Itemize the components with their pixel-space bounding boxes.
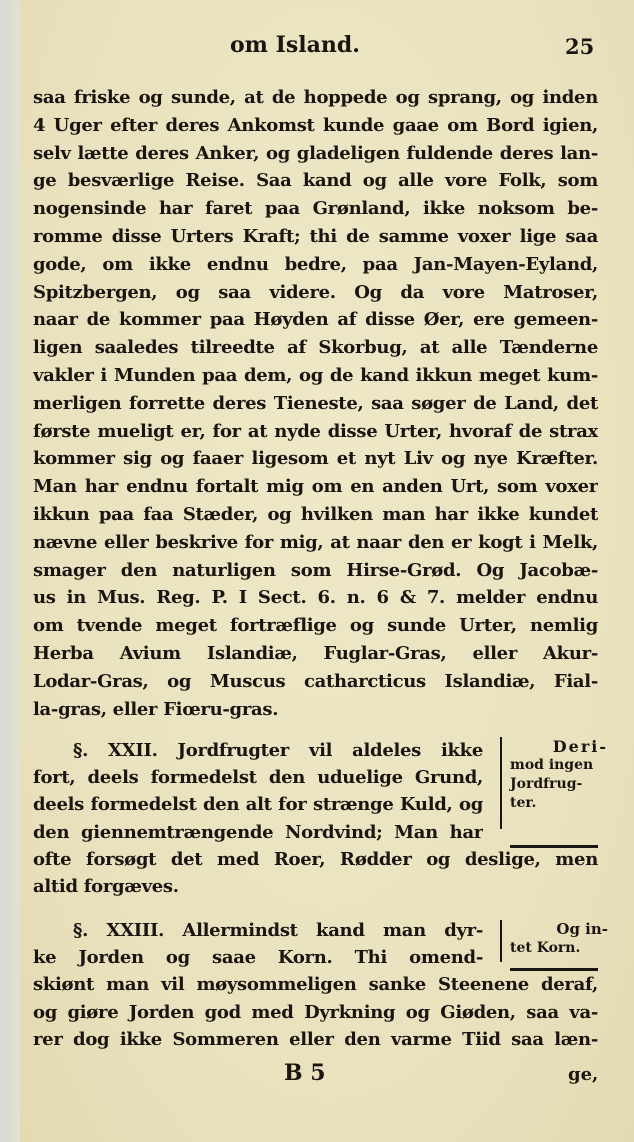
note-line: mod ingen bbox=[510, 757, 594, 773]
text-line: ligen saaledes tilreedte af Skorbug, at alle Tænderne bbox=[33, 337, 598, 359]
note-line: Og in- bbox=[556, 920, 608, 938]
note-line: tet Korn. bbox=[510, 940, 581, 956]
running-header bbox=[0, 32, 634, 62]
text-line: ke Jorden og saae Korn. Thi omend- bbox=[33, 947, 483, 969]
text-line: ikkun paa faa Stæder, og hvilken man har ikke kundet bbox=[33, 503, 598, 525]
text-line: Lodar-Gras, og Muscus catharcticus Islandiæ, Fial- bbox=[33, 670, 598, 692]
scan-edge bbox=[0, 0, 20, 1142]
text-line: om tvende meget fortræflige og sunde Urter, nemlig bbox=[33, 615, 598, 637]
text-line: den giennemtrængende Nordvind; Man har bbox=[33, 821, 483, 843]
text-line: us in Mus. Reg. P. I Sect. 6. n. 6 & 7. melder endnu bbox=[33, 587, 598, 609]
text-line: vakler i Munden paa dem, og de kand ikkun meget kum- bbox=[33, 364, 598, 386]
text-line: 4 Uger efter deres Ankomst kunde gaae om Bord igien, bbox=[33, 114, 598, 136]
margin-note-1 bbox=[500, 737, 608, 829]
text-line: la-gras, eller Fiœru-gras. bbox=[33, 698, 279, 720]
text-line: Spitzbergen, og saa videre. Og da vore Matroser, bbox=[33, 281, 598, 303]
text-line: ge besværlige Reise. Saa kand og alle vore Folk, som bbox=[33, 170, 598, 192]
text-line: deels formedelst den alt for strænge Kuld, og bbox=[33, 794, 483, 816]
text-line: skiønt man vil møysommeligen sanke Steenene deraf, bbox=[33, 974, 598, 996]
text-line: nævne eller beskrive for mig, at naar den er kogt i Melk, bbox=[33, 531, 598, 553]
note-line: ter. bbox=[510, 795, 537, 811]
text-line: romme disse Urters Kraft; thi de samme voxer lige saa bbox=[33, 225, 598, 247]
note-rule bbox=[510, 845, 598, 848]
text-line: ofte forsøgt det med Roer, Rødder og deslige, men bbox=[33, 848, 598, 870]
text-line: merligen forrette deres Tieneste, saa søger de Land, det bbox=[33, 392, 598, 414]
text-line: gode, om ikke endnu bedre, paa Jan-Mayen-Eyland, bbox=[33, 253, 598, 275]
text-line: naar de kommer paa Høyden af disse Øer, ere gemeen- bbox=[33, 309, 598, 331]
text-line: nogensinde har faret paa Grønland, ikke noksom be- bbox=[33, 198, 598, 220]
text-line: kommer sig og faaer ligesom et nyt Liv og nye Kræfter. bbox=[33, 448, 598, 470]
margin-note-2 bbox=[500, 920, 608, 962]
section-heading-line: §. XXIII. Allermindst kand man dyr- bbox=[73, 920, 483, 941]
text-line: Man har endnu fortalt mig om en anden Urt, som voxer bbox=[33, 476, 598, 498]
signature-mark: B 5 bbox=[284, 1060, 326, 1086]
text-line: smager den naturligen som Hirse-Grød. Og Jacobæ- bbox=[33, 559, 598, 581]
page-number: 25 bbox=[565, 34, 595, 59]
text-line: selv lætte deres Anker, og gladeligen fuldende deres lan- bbox=[33, 142, 598, 164]
running-title: om Island. bbox=[230, 32, 360, 58]
page-footer bbox=[0, 1060, 634, 1090]
text-line: første mueligt er, for at nyde disse Urter, hvoraf de strax bbox=[33, 420, 598, 442]
section-heading-line: §. XXII. Jordfrugter vil aldeles ikke bbox=[73, 740, 483, 761]
text-line: saa friske og sunde, at de hoppede og sprang, og inden bbox=[33, 87, 598, 108]
note-rule bbox=[510, 968, 598, 971]
text-line: rer dog ikke Sommeren eller den varme Tiid saa læn- bbox=[33, 1028, 598, 1050]
text-line: og giøre Jorden god med Dyrkning og Giøden, saa va- bbox=[33, 1001, 598, 1023]
text-line: altid forgæves. bbox=[33, 875, 179, 897]
text-line: Herba Avium Islandiæ, Fuglar-Gras, eller Akur- bbox=[33, 642, 598, 664]
catchword: ge, bbox=[568, 1064, 599, 1085]
text-line: fort, deels formedelst den uduelige Grund, bbox=[33, 767, 483, 789]
paragraph-1 bbox=[33, 84, 598, 723]
note-line: Deri- bbox=[552, 737, 608, 756]
note-line: Jordfrug- bbox=[510, 776, 583, 792]
